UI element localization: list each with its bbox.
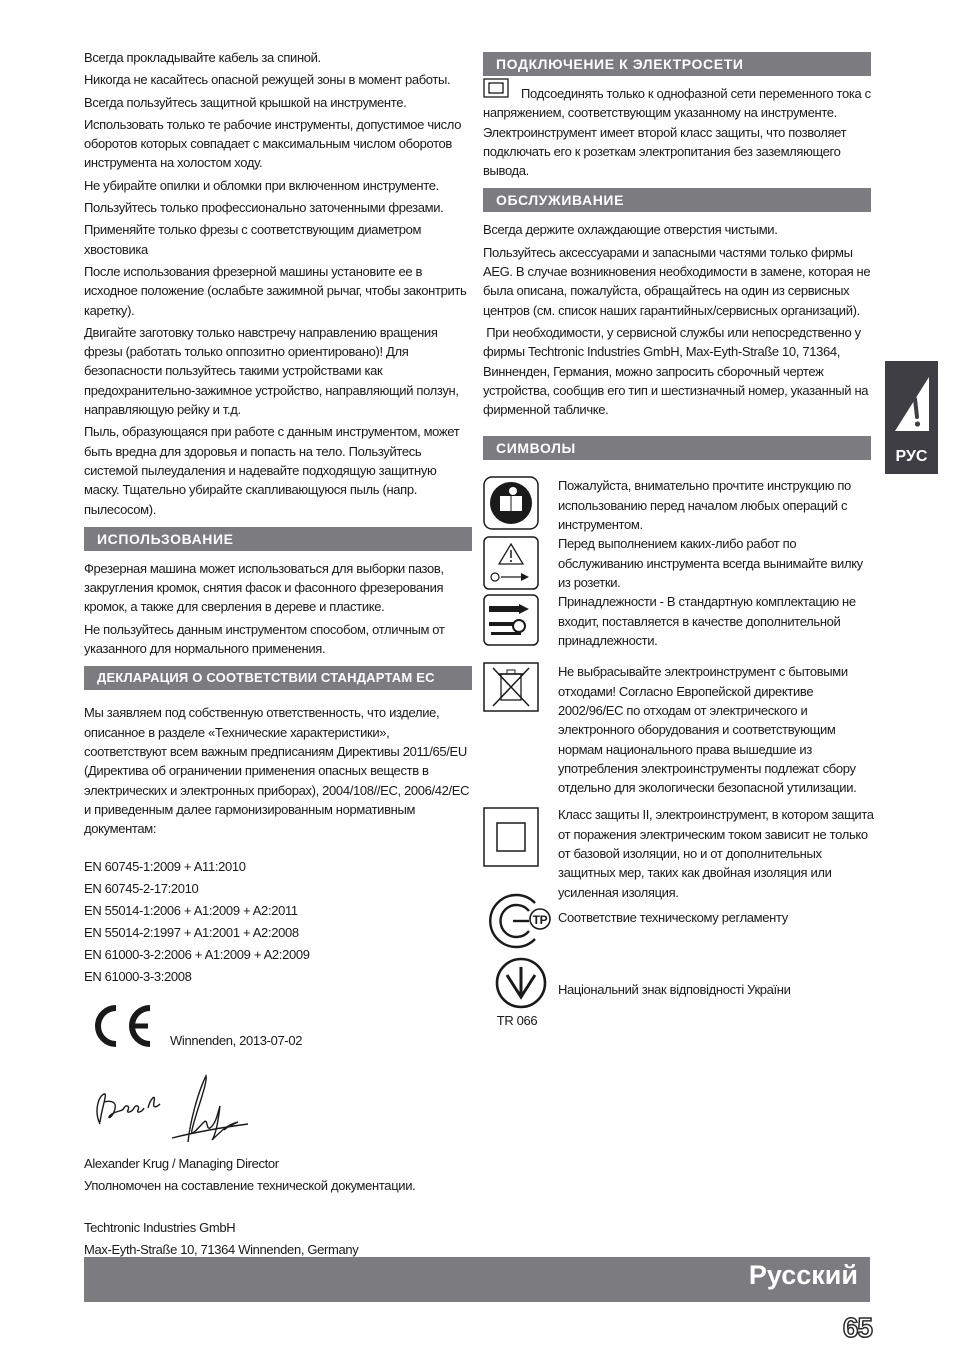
- standard-item: EN 60745-2-17:2010: [84, 881, 199, 897]
- footer-bar: [84, 1257, 870, 1302]
- symbol-text-manual: Пожалуйста, внимательно прочтите инструкцию по использованию перед началом любых операций с инструментом.: [558, 478, 851, 533]
- safety-text-3: Всегда пользуйтесь защитной крышкой на инструменте.: [84, 94, 407, 110]
- ce-mark-icon: [86, 1000, 156, 1050]
- safety-text-9: Двигайте заготовку только навстречу направлению вращения фрезы (работать только оппозитно ориентировано)! Для безопасности пользуйтесь такими устройствами как предохранительно-зажимное устройство, направляющий ползун, направляющую рейку и т.д.: [84, 324, 459, 418]
- symbol-row-manual: [483, 476, 871, 534]
- ce-block: [84, 1000, 472, 1060]
- standard-item: EN 61000-3-3:2008: [84, 968, 192, 984]
- connection-heading: ПОДКЛЮЧЕНИЕ К ЭЛЕКТРОСЕТИ: [483, 52, 871, 76]
- standards-list: [84, 857, 472, 986]
- standard-item: EN 60745-1:2009 + A11:2010: [84, 859, 246, 875]
- eac-mark-label: ТР: [532, 913, 548, 928]
- eac-icon: [487, 891, 559, 951]
- safety-text-1: Всегда прокладывайте кабель за спиной.: [84, 50, 321, 65]
- class-ii-small-icon: [483, 78, 509, 98]
- accessory-icon: [483, 594, 539, 646]
- signer-name: Alexander Krug / Managing Director: [84, 1156, 279, 1172]
- maintenance-text-2: Пользуйтесь аксессуарами и запасными частями только фирмы AEG. В случае возникновения необходимости в замене, которая не была описана, пожалуйста, обращайтесь на один из сервисных центров (см. список наших гарантийных/сервисных организаций).: [483, 244, 871, 318]
- manual-icon: [483, 476, 539, 530]
- symbol-text-unplug: Перед выполнением каких-либо работ по обслуживанию инструмента всегда вынимайте вилку из розетки.: [558, 536, 863, 591]
- safety-text-5: Не убирайте опилки и обломки при включенном инструменте.: [84, 177, 439, 193]
- language-tab-label: РУС: [895, 448, 928, 465]
- maintenance-text-1: Всегда держите охлаждающие отверстия чистыми.: [483, 222, 778, 238]
- authorized-text: Уполномочен на составление технической документации.: [84, 1178, 416, 1194]
- company-name: Techtronic Industries GmbH: [84, 1219, 236, 1235]
- declaration-heading: ДЕКЛАРАЦИЯ О СООТВЕТСТВИИ СТАНДАРТАМ ЕС: [84, 666, 472, 690]
- safety-text-6: Пользуйтесь только профессионально заточенными фрезами.: [84, 200, 444, 216]
- weee-bin-icon: [483, 662, 539, 712]
- ukrsepro-icon: [487, 953, 559, 1033]
- signature-image: [88, 1072, 258, 1147]
- safety-text-4: Использовать только те рабочие инструменты, допустимое число оборотов которых совпадает с максимальным числом оборотов инструмента на холостом ходу.: [84, 116, 462, 171]
- safety-text-10: Пыль, образующаяся при работе с данным инструментом, может быть вредна для здоровья и попасть на тело. Пользуйтесь системой пылеудаления и надевайте подходящую защитную маску. Тщательно убирайте скапливающуюся пыль (напр. пылесосом).: [84, 424, 460, 517]
- usage-heading: ИСПОЛЬЗОВАНИЕ: [84, 527, 472, 551]
- symbol-text-class-ii: Класс защиты II, электроинструмент, в котором защита от поражения электрическим током зависит не только от базовой изоляции, но и от дополнительных защитных мер, таких как двойная изоляция или усиленная изоляция.: [558, 807, 874, 900]
- unplug-icon: [483, 536, 539, 590]
- declaration-text: Мы заявляем под собственную ответственность, что изделие, описанное в разделе «Технические характеристики», соответствуют всем важным предписаниям Директивы 2011/65/EU (Директива об ограничении применения опасных веществ в электрических и электронных приборах), 2004/108//EC, 2006/42/EC и приведенным далее гармонизированным нормативным документам:: [84, 705, 470, 837]
- language-tab: [885, 361, 938, 474]
- company-address: Max-Eyth-Straße 10, 71364 Winnenden, Germany: [84, 1242, 359, 1258]
- maintenance-text-3: При необходимости, у сервисной службы или непосредственно у фирмы Techtronic Industries GmbH, Max-Eyth-Straße 10, 71364, Винненден, Германия, можно запросить сборочный чертеж устройства, сообщив его тип и шестизначный номер, указанный на фирменной табличке.: [483, 324, 872, 418]
- footer-language: Русский: [748, 1260, 858, 1290]
- usage-text-2: Не пользуйтесь данным инструментом способом, отличным от указанного для нормального применения.: [84, 621, 445, 657]
- connection-block: [483, 84, 871, 180]
- safety-text-7: Применяйте только фрезы с соответствующим диаметром хвостовика: [84, 222, 422, 257]
- warning-icon: [891, 371, 933, 441]
- symbol-text-ukrsepro: Національний знак відповідності України: [558, 982, 791, 998]
- connection-text: Подсоединять только к однофазной сети переменного тока с напряжением, соответствующим указанному на инструменте. Электроинструмент имеет второй класс защиты, что позволяет подключать его к розеткам электропитания без заземляющего вывода.: [483, 86, 871, 179]
- symbol-text-eac: Соответствие техническому регламенту: [558, 910, 788, 926]
- symbol-text-weee: Не выбрасывайте электроинструмент с бытовыми отходами! Согласно Европейской директиве 2002/96/EC по отходам от электрического и электронного оборудования и соответствующим нормам национального права вышедшие из употребления электроинструменты подлежат сбору отдельно для экологически безопасной утилизации.: [558, 664, 857, 796]
- right-column: [483, 52, 874, 1058]
- maintenance-heading: ОБСЛУЖИВАНИЕ: [483, 188, 871, 212]
- page-number: 65: [842, 1312, 872, 1343]
- safety-text-2: Никогда не касайтесь опасной режущей зоны в момент работы.: [84, 72, 451, 88]
- symbols-heading: СИМВОЛЫ: [483, 436, 871, 460]
- ukr-mark-code: TR 066: [496, 1013, 538, 1029]
- safety-text-8: После использования фрезерной машины установите ее в исходное положение (ослабьте зажимной рычаг, чтобы законтрить каретку).: [84, 263, 467, 318]
- symbols-list: [483, 468, 874, 1058]
- symbol-text-accessory: Принадлежности - В стандартную комплектацию не входит, поставляется в качестве дополнительной принадлежности.: [558, 594, 856, 649]
- place-date: Winnenden, 2013-07-02: [170, 1033, 303, 1049]
- class-ii-icon: [483, 807, 539, 867]
- left-column: [84, 48, 472, 1262]
- standard-item: EN 61000-3-2:2006 + A1:2009 + A2:2009: [84, 946, 310, 962]
- standard-item: EN 55014-2:1997 + A1:2001 + A2:2008: [84, 925, 299, 941]
- usage-text-1: Фрезерная машина может использоваться для выборки пазов, закругления кромок, снятия фасок и фасонного фрезерования кромок, а также для сверления в дереве и пластике.: [84, 560, 444, 615]
- standard-item: EN 55014-1:2006 + A1:2009 + A2:2011: [84, 903, 298, 919]
